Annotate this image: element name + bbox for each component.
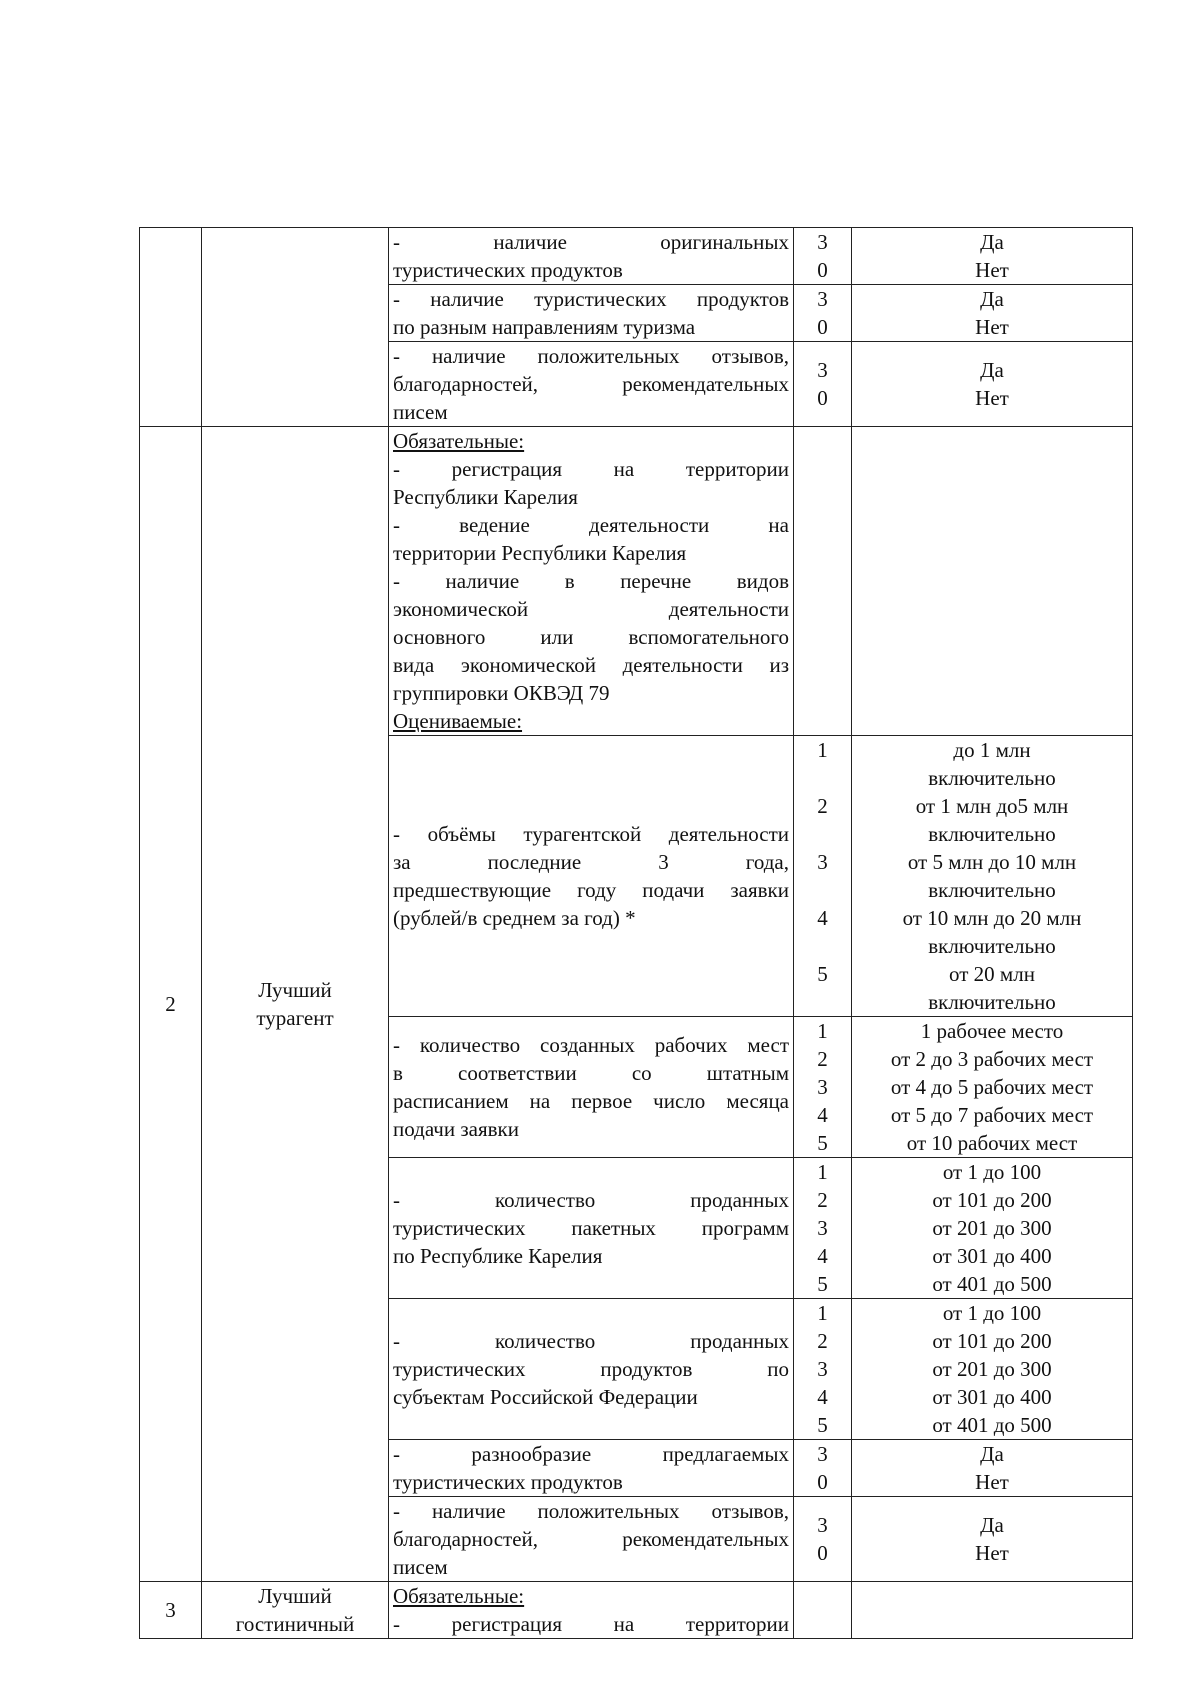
points-value: 3	[817, 1357, 828, 1381]
criterion-line: - регистрация на территории	[393, 457, 789, 481]
points-value: 5	[817, 1413, 828, 1437]
value-text: от 101 до 200	[932, 1329, 1052, 1353]
criterion-line: основного или вспомогательного	[393, 625, 789, 649]
criterion-line: (рублей/в среднем за год) *	[393, 906, 636, 930]
criterion-line: туристических пакетных программ	[393, 1216, 789, 1240]
criterion-line: группировки ОКВЭД 79	[393, 681, 610, 705]
criterion-line: - наличие оригинальных	[393, 230, 789, 254]
points-value: 2	[817, 1047, 828, 1071]
section-number: 2	[140, 427, 202, 1582]
criterion-line: - наличие положительных отзывов,	[393, 1499, 789, 1523]
points-value: 4	[817, 1103, 828, 1127]
nomination-line: турагент	[256, 1006, 334, 1030]
points-cell	[794, 1497, 852, 1582]
criterion-line: Республики Карелия	[393, 485, 578, 509]
criterion-line: за последние 3 года,	[393, 850, 789, 874]
value-text: от 401 до 500	[932, 1413, 1052, 1437]
value-text: Нет	[975, 386, 1009, 410]
value-cell	[852, 1158, 1133, 1299]
points-value: 3	[817, 230, 828, 254]
nomination-line: гостиничный	[235, 1612, 355, 1636]
value-text: Нет	[975, 258, 1009, 282]
criterion-line: территории Республики Карелия	[393, 541, 687, 565]
points-cell	[794, 285, 852, 342]
points-value: 4	[817, 1385, 828, 1409]
points-value: 1	[817, 1019, 828, 1043]
value-text: от 2 до 3 рабочих мест	[890, 1047, 1094, 1071]
points-value: 1	[817, 1301, 828, 1325]
table-row	[140, 1582, 1133, 1639]
table-row	[140, 228, 1133, 285]
points-value: 2	[817, 794, 828, 818]
value-text: от 101 до 200	[932, 1188, 1052, 1212]
points-cell	[794, 228, 852, 285]
value-text: от 1 млн до5 млн	[915, 794, 1069, 818]
value-text: от 401 до 500	[932, 1272, 1052, 1296]
value-text: до 1 млн	[953, 738, 1031, 762]
nomination-line: Лучший	[258, 978, 332, 1002]
criterion-line: по разным направлениям туризма	[393, 315, 696, 339]
criterion-line: субъектам Российской Федерации	[393, 1385, 698, 1409]
criterion-line: благодарностей, рекомендательных	[393, 372, 789, 396]
points-value: 2	[817, 1188, 828, 1212]
criterion-cell	[389, 736, 794, 1017]
criterion-cell	[389, 1158, 794, 1299]
points-value: 4	[817, 1244, 828, 1268]
criterion-line: - регистрация на территории	[393, 1612, 789, 1636]
criterion-line: - количество проданных	[393, 1188, 789, 1212]
value-cell	[852, 1582, 1133, 1639]
criterion-line: туристических продуктов по	[393, 1357, 789, 1381]
value-cell	[852, 1017, 1133, 1158]
value-cell	[852, 342, 1133, 427]
value-text: Да	[980, 1442, 1004, 1466]
criterion-line: предшествующие году подачи заявки	[393, 878, 789, 902]
criterion-line: экономической деятельности	[393, 597, 789, 621]
points-value: 5	[817, 962, 828, 986]
criterion-cell	[389, 342, 794, 427]
value-text: включительно	[928, 766, 1056, 790]
points-value: 0	[817, 386, 828, 410]
points-value: 3	[817, 1075, 828, 1099]
value-text: включительно	[928, 990, 1056, 1014]
criterion-cell	[389, 1017, 794, 1158]
value-text: от 201 до 300	[932, 1357, 1052, 1381]
table-row	[140, 427, 1133, 736]
value-text: Да	[980, 230, 1004, 254]
value-text: от 5 млн до 10 млн	[907, 850, 1077, 874]
points-value: 5	[817, 1272, 828, 1296]
criterion-line: - наличие положительных отзывов,	[393, 344, 789, 368]
points-value: 2	[817, 1329, 828, 1353]
points-value: 5	[817, 1131, 828, 1155]
value-text: от 20 млн	[949, 962, 1035, 986]
points-cell	[794, 1158, 852, 1299]
points-value: 3	[817, 1216, 828, 1240]
criterion-line: - наличие в перечне видов	[393, 569, 789, 593]
points-value: 1	[817, 1160, 828, 1184]
points-value: 0	[817, 258, 828, 282]
mandatory-heading: Обязательные:	[393, 1584, 525, 1608]
value-cell	[852, 427, 1133, 736]
value-text: от 10 рабочих мест	[906, 1131, 1078, 1155]
points-cell	[794, 736, 852, 1017]
value-text: Да	[980, 1513, 1004, 1537]
value-cell	[852, 1497, 1133, 1582]
criterion-cell	[389, 285, 794, 342]
number-cell	[140, 228, 202, 427]
points-cell	[794, 342, 852, 427]
criterion-line: по Республике Карелия	[393, 1244, 603, 1268]
value-text: от 5 до 7 рабочих мест	[890, 1103, 1094, 1127]
value-text: включительно	[928, 934, 1056, 958]
section-number: 3	[140, 1582, 202, 1639]
nomination-cell	[202, 427, 389, 1582]
value-cell	[852, 1440, 1133, 1497]
nomination-cell	[202, 228, 389, 427]
criterion-line: - количество проданных	[393, 1329, 789, 1353]
mandatory-criteria-cell	[389, 427, 794, 736]
criterion-line: вида экономической деятельности из	[393, 653, 789, 677]
points-value: 3	[817, 1513, 828, 1537]
evaluated-heading: Оцениваемые:	[393, 709, 523, 733]
points-cell	[794, 1582, 852, 1639]
mandatory-criteria-cell	[389, 1582, 794, 1639]
value-text: от 1 до 100	[942, 1160, 1042, 1184]
criterion-line: - ведение деятельности на	[393, 513, 789, 537]
criterion-line: подачи заявки	[393, 1117, 519, 1141]
points-cell	[794, 1299, 852, 1440]
value-text: Да	[980, 287, 1004, 311]
points-value: 3	[817, 287, 828, 311]
value-text: от 301 до 400	[932, 1244, 1052, 1268]
criterion-line: - объёмы турагентской деятельности	[393, 822, 789, 846]
points-value: 0	[817, 1541, 828, 1565]
criterion-line: благодарностей, рекомендательных	[393, 1527, 789, 1551]
value-text: 1 рабочее место	[920, 1019, 1064, 1043]
value-text: от 301 до 400	[932, 1385, 1052, 1409]
value-text: от 10 млн до 20 млн	[902, 906, 1082, 930]
value-text: от 1 до 100	[942, 1301, 1042, 1325]
criterion-cell	[389, 1299, 794, 1440]
criterion-line: туристических продуктов	[393, 1470, 623, 1494]
points-value: 0	[817, 1470, 828, 1494]
criterion-line: писем	[393, 400, 448, 424]
value-cell	[852, 736, 1133, 1017]
points-value: 3	[817, 850, 828, 874]
points-value: 3	[817, 358, 828, 382]
criterion-line: расписанием на первое число месяца	[393, 1089, 789, 1113]
points-cell	[794, 1017, 852, 1158]
value-cell	[852, 1299, 1133, 1440]
nomination-cell	[202, 1582, 389, 1639]
points-value: 1	[817, 738, 828, 762]
criterion-line: - наличие туристических продуктов	[393, 287, 789, 311]
criteria-table	[139, 227, 1133, 1639]
points-value: 4	[817, 906, 828, 930]
points-cell	[794, 1440, 852, 1497]
criterion-line: - разнообразие предлагаемых	[393, 1442, 789, 1466]
criterion-line: в соответствии со штатным	[393, 1061, 789, 1085]
criterion-line: писем	[393, 1555, 448, 1579]
points-cell	[794, 427, 852, 736]
mandatory-heading: Обязательные:	[393, 429, 525, 453]
nomination-line: Лучший	[258, 1584, 332, 1608]
value-text: Нет	[975, 315, 1009, 339]
value-cell	[852, 285, 1133, 342]
criterion-line: туристических продуктов	[393, 258, 623, 282]
criterion-cell	[389, 1440, 794, 1497]
value-text: от 4 до 5 рабочих мест	[890, 1075, 1094, 1099]
criterion-cell	[389, 1497, 794, 1582]
value-text: включительно	[928, 878, 1056, 902]
value-cell	[852, 228, 1133, 285]
value-text: Нет	[975, 1470, 1009, 1494]
points-value: 0	[817, 315, 828, 339]
value-text: Да	[980, 358, 1004, 382]
value-text: включительно	[928, 822, 1056, 846]
value-text: от 201 до 300	[932, 1216, 1052, 1240]
points-value: 3	[817, 1442, 828, 1466]
criterion-cell	[389, 228, 794, 285]
value-text: Нет	[975, 1541, 1009, 1565]
criterion-line: - количество созданных рабочих мест	[393, 1033, 789, 1057]
